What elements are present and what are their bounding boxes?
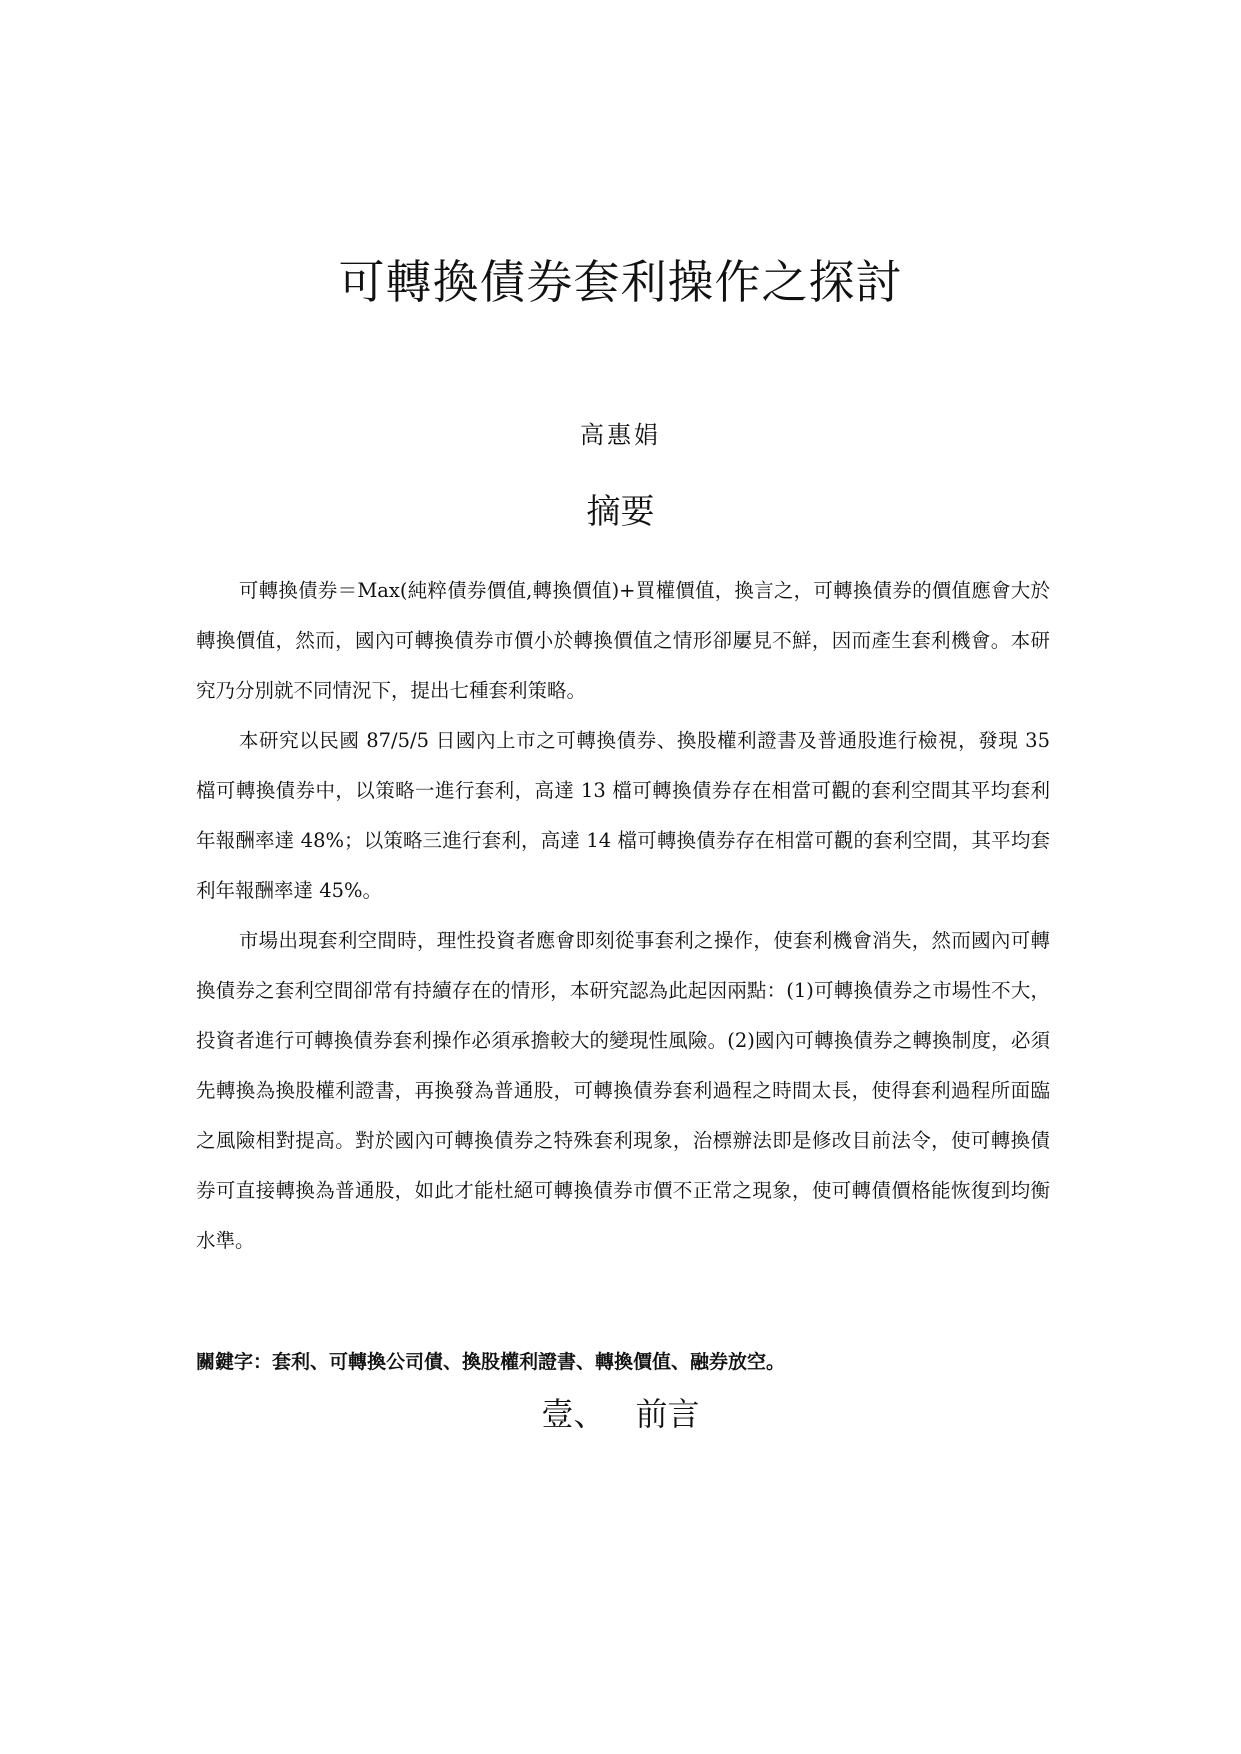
abstract-heading: 摘要	[586, 492, 655, 532]
abstract-paragraph: 本研究以民國 87/5/5 日國內上市之可轉換債券、換股權利證書及普通股進行檢視，發現 35 檔可轉換債券中，以策略一進行套利，高達 13 檔可轉換債券存在相當可觀的套利空間其平均套利年報酬率達 48%；以策略三進行套利，高達 14 檔可轉換債券存在相當可觀的套利空間，其平均套利年報酬率達 45%。	[196, 729, 1050, 902]
abstract-body	[196, 566, 1050, 1266]
paper-title: 可轉換債券套利操作之探討	[338, 255, 903, 309]
abstract-paragraph: 市場出現套利空間時，理性投資者應會即刻從事套利之操作，使套利機會消失，然而國內可轉換債券之套利空間卻常有持續存在的情形，本研究認為此起因兩點：(1)可轉換債券之市場性不大，投資者進行可轉換債券套利操作必須承擔較大的變現性風險。(2)國內可轉換債券之轉換制度，必須先轉換為換股權利證書，再換發為普通股，可轉換債券套利過程之時間太長，使得套利過程所面臨之風險相對提高。對於國內可轉換債券之特殊套利現象，治標辦法即是修改目前法令，使可轉換債券可直接轉換為普通股，如此才能杜絕可轉換債券市價不正常之現象，使可轉債價格能恢復到均衡水準。	[196, 929, 1050, 1252]
keywords-line: 關鍵字：套利、可轉換公司債、換股權利證書、轉換價值、融券放空。	[196, 1351, 786, 1373]
section-heading	[0, 1392, 1241, 1436]
author-name: 高惠娟	[580, 421, 661, 449]
abstract-paragraph: 可轉換債券＝Max(純粹債券價值,轉換價值)+買權價值，換言之，可轉換債券的價值應會大於轉換價值，然而，國內可轉換債券市價小於轉換價值之情形卻屢見不鮮，因而產生套利機會。本研究乃分別就不同情況下，提出七種套利策略。	[196, 579, 1050, 702]
section-number: 壹、	[541, 1395, 606, 1433]
section-title: 前言	[635, 1395, 700, 1433]
